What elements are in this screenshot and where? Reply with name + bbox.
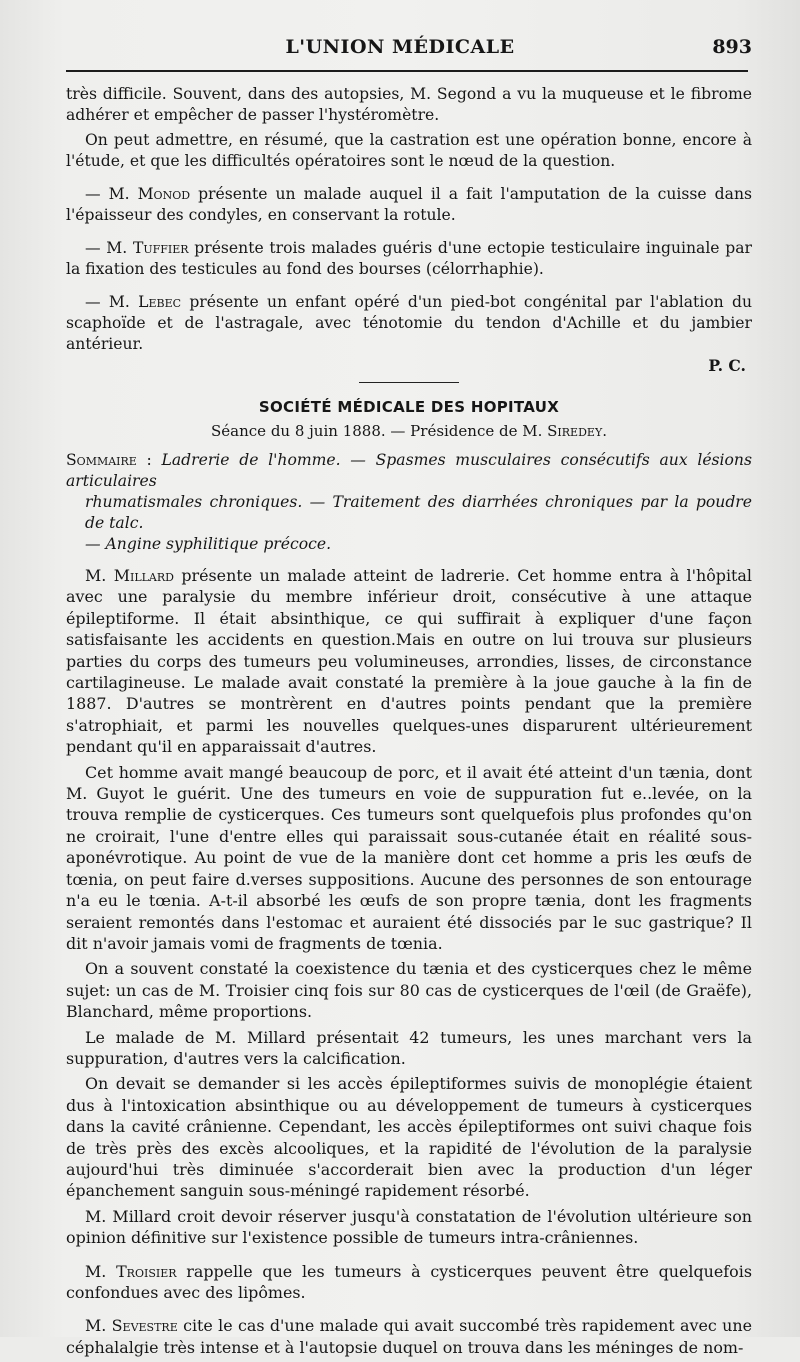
page-number: 893 [712, 36, 752, 58]
speaker-prefix: M. [85, 1261, 107, 1281]
paragraph-coexistence: On a souvent constaté la coexistence du tænia et des cysticerques chez le même sujet: un cas de M. Troisier cinq fois sur 80 cas de cysticerques de l'œil (de Graëfe), Blanchard, même proportions. [66, 959, 752, 1022]
running-header [0, 36, 800, 62]
section-title: SOCIÉTÉ MÉDICALE DES HOPITAUX [258, 398, 560, 416]
summary-item: — Angine syphilitique précoce. [85, 535, 332, 553]
speaker-name: Monod [137, 185, 191, 203]
speaker-prefix: M. [85, 566, 107, 585]
paragraph-text: cite le cas d'une malade qui avait succombé très rapidement avec une céphalalgie très intense et à l'autopsie duquel on trouva dans les méninges de nom- [66, 1316, 752, 1357]
paragraph-millard [66, 565, 752, 758]
paragraph-tumeurs: Le malade de M. Millard présentait 42 tumeurs, les unes marchant vers la suppuration, d'autres vers la calcification. [66, 1027, 752, 1068]
paragraph-text: présente un malade atteint de ladrerie. Cet homme entra à l'hôpital avec une paralysie du membre inférieur droit, consécutive à une attaque épileptiforme. Il était absinthique, ce qui suffirait à expliquer d'une façon satisfaisante les accidents en question.Mais en outre on lui trouva sur plusieurs parties du corps des tumeurs peu volumineuses, arrondies, lisses, de circonstance cartilagineuse. Le malade avait constaté la première à la joue gauche à la fin de 1887. D'autres se montrèrent en d'autres points pendant que la première s'atrophiait, et parmi les nouvelles quelques-unes disparurent ultérieurement pendant qu'il en apparaissait d'autres. [66, 566, 752, 757]
summary-item: rhumatismales chroniques. — Traitement des diarrhées chroniques par la poudre de talc. [85, 493, 752, 532]
speaker-name: Tuffier [132, 239, 189, 257]
text-column [66, 84, 752, 1362]
paragraph-text: présente trois malades guéris d'une ectopie testiculaire inguinale par la fixation des testicules au fond des bourses (célorrhaphie). [66, 239, 752, 278]
header-rule [66, 70, 748, 72]
paragraph-tuffier [66, 238, 752, 280]
paragraph-lebec [66, 292, 752, 355]
session-date: Séance du 8 juin 1888. — Présidence de M. [211, 422, 543, 440]
paragraph-text: rappelle que les tumeurs à cysticerques peuvent être quelquefois confondues avec des lipômes. [66, 1261, 752, 1302]
speaker-prefix: M. [85, 1316, 107, 1336]
speaker-name: Troisier [116, 1261, 177, 1281]
summary-item: Ladrerie de l'homme. — Spasmes musculaires consécutifs aux lésions articulaires [66, 451, 752, 490]
paragraph-text: présente un enfant opéré d'un pied-bot congénital par l'ablation du scaphoïde et de l'astragale, avec ténotomie du tendon d'Achille et du jambier antérieur. [66, 293, 752, 353]
paragraph-text: présente un malade auquel il a fait l'amputation de la cuisse dans l'épaisseur des condyles, en conservant la rotule. [66, 185, 752, 224]
author-signature: P. C. [708, 356, 746, 375]
paragraph-summary: On peut admettre, en résumé, que la castration est une opération bonne, encore à l'étude, et que les difficultés opératoires sont le nœud de la question. [66, 131, 752, 170]
journal-title: L'UNION MÉDICALE [285, 36, 515, 58]
summary-block [66, 450, 752, 555]
speaker-name: Lebec [138, 293, 182, 311]
session-line: Séance du 8 juin 1888. — Présidence de M. Siredey. [211, 422, 607, 440]
speaker-prefix: — M. [85, 239, 128, 257]
paragraph-continued: très difficile. Souvent, dans des autopsies, M. Segond a vu la muqueuse et le fibrome adhérer et empêcher de passer l'hystéromètre. [66, 85, 752, 124]
speaker-name: Sevestre [111, 1316, 178, 1336]
speaker-prefix: — M. [85, 293, 130, 311]
paragraph-porc: Cet homme avait mangé beaucoup de porc, et il avait été atteint d'un tænia, dont M. Guyot le guérit. Une des tumeurs en voie de suppuration fut e..levée, on la trouva remplie de cysticerques. Ces tumeurs sont quelquefois plus profondes qu'on ne croirait, l'une d'entre elles qui paraissait sous-cutanée était en réalité sous-aponévrotique. Au point de vue de la manière dont cet homme a pris les œufs de tœnia, on peut faire d.verses suppositions. Aucune des personnes de son entourage n'a eu le tœnia. A-t-il absorbé les œufs de son propre tænia, dont les fragments seraient remontés dans l'estomac et auraient été dissociés par le suc gastrique? Il dit n'avoir jamais vomi de fragments de tœnia. [66, 762, 752, 953]
article-body [66, 565, 752, 1358]
summary-label: Sommaire : [66, 451, 152, 469]
paragraph-acces: On devait se demander si les accès épileptiformes suivis de monoplégie étaient dus à l'intoxication absinthique ou au développement de tumeurs à cysticerques dans la cavité crânienne. Cependant, les accès épileptiformes ont suivi chaque fois de très près des excès alcooliques, et la rapidité de l'évolution de la paralysie aujourd'hui très diminuée s'accorderait bien avec la production d'un léger épanchement sanguin sous-méningé rapidement résorbé. [66, 1074, 752, 1201]
paragraph-reserve: M. Millard croit devoir réserver jusqu'à constatation de l'évolution ultérieure son opinion définitive sur l'existence possible de tumeurs intra-crâniennes. [66, 1206, 752, 1248]
speaker-prefix: — M. [85, 185, 130, 203]
speaker-name: Millard [113, 566, 174, 585]
section-separator [359, 382, 459, 383]
paragraph-troisier [66, 1261, 752, 1304]
session-president: Siredey [547, 422, 603, 440]
paragraph-monod [66, 184, 752, 226]
